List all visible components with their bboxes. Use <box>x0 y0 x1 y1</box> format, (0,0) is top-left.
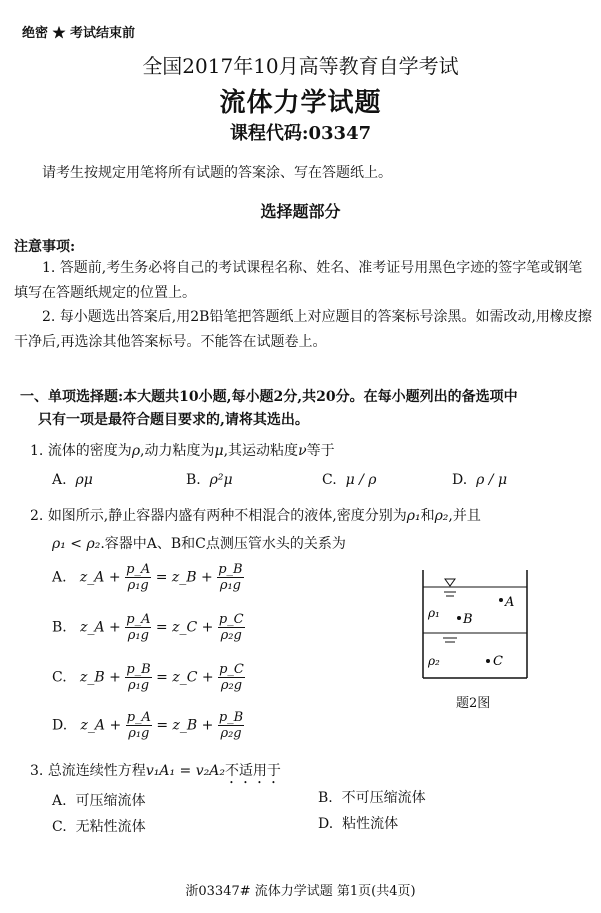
fraction: $\frac{p\_C}{\text{ρ₂g}}$ <box>218 612 244 643</box>
point-b-dot <box>457 616 461 620</box>
fraction: $\frac{p\_A}{\text{ρ₁g}}$ <box>126 562 151 593</box>
fraction: $\frac{p\_B}{\text{ρ₂g}}$ <box>218 710 244 741</box>
fraction: $\frac{p\_A}{\text{ρ₁g}}$ <box>126 710 151 741</box>
point-c-dot <box>486 659 490 663</box>
q3-option-c[interactable]: C. 无粘性流体 <box>52 819 146 835</box>
section-heading-line1: 一、单项选择题:本大题共10小题,每小题2分,共20分。在每小题列出的备选项中 <box>20 389 518 405</box>
instruction-text: 请考生按规定用笔将所有试题的答案涂、写在答题纸上。 <box>42 165 392 181</box>
question-2-line2: ρ₁ < ρ₂.容器中A、B和C点测压管水头的关系为 <box>52 536 346 552</box>
course-code: 课程代码:03347 <box>229 123 372 144</box>
exam-title: 全国2017年10月高等教育自学考试 <box>142 54 459 78</box>
q2-option-c[interactable]: C. z_B + $\frac{p\_B}{\text{ρ₁g}}$ = z_C + $\frac{p\_C}{\text{ρ₂g}}$ <box>52 662 244 693</box>
q1-option-c[interactable]: C. μ / ρ <box>322 472 377 488</box>
q3-option-b[interactable]: B. 不可压缩流体 <box>318 790 426 806</box>
q1-option-b[interactable]: B. ρ²μ <box>186 472 233 488</box>
point-b-label: B <box>463 612 473 627</box>
fraction: $\frac{p\_B}{\text{ρ₁g}}$ <box>126 662 151 693</box>
point-a-dot <box>499 598 503 602</box>
q2-option-a[interactable]: A. z_A + $\frac{p\_A}{\text{ρ₁g}}$ = z_B + $\frac{p\_B}{\text{ρ₁g}}$ <box>52 562 243 593</box>
page-footer: 浙03347# 流体力学试题 第1页(共4页) <box>185 884 416 899</box>
q1-option-a[interactable]: A. ρμ <box>52 472 93 488</box>
q3-option-a[interactable]: A. 可压缩流体 <box>52 793 146 809</box>
note-item-1: 1. 答题前,考生务必将自己的考试课程名称、姓名、准考证号用黑色字迹的签字笔或钢笔填写在答题纸规定的位置上。 <box>14 260 583 301</box>
fraction: $\frac{p\_A}{\text{ρ₁g}}$ <box>126 612 151 643</box>
note-item-2: 2. 每小题选出答案后,用2B铅笔把答题纸上对应题目的答案标号涂黑。如需改动,用橡皮擦干净后,再选涂其他答案标号。不能答在试题卷上。 <box>14 309 592 350</box>
subject-title: 流体力学试题 <box>219 88 382 118</box>
point-a-label: A <box>505 595 515 610</box>
section-heading <box>20 386 590 432</box>
q1-option-d[interactable]: D. ρ / μ <box>452 472 508 488</box>
rho1-label: ρ₁ <box>428 606 440 620</box>
section-heading-line2: 只有一项是最符合题目要求的,请将其选出。 <box>38 412 309 428</box>
confidential-label: 绝密 ★ 考试结束前 <box>22 26 136 41</box>
rho2-label: ρ₂ <box>428 654 440 668</box>
free-surface-triangle-icon <box>445 579 455 586</box>
question-1: 1. 流体的密度为ρ,动力粘度为μ,其运动粘度ν等于 <box>30 443 335 459</box>
question-number: 1. <box>30 443 44 459</box>
question-2: 2. 如图所示,静止容器内盛有两种不相混合的液体,密度分别为ρ₁和ρ₂,并且 <box>30 508 481 524</box>
q2-option-b[interactable]: B. z_A + $\frac{p\_A}{\text{ρ₁g}}$ = z_C + $\frac{p\_C}{\text{ρ₂g}}$ <box>52 612 244 643</box>
q2-option-d[interactable]: D. z_A + $\frac{p\_A}{\text{ρ₁g}}$ = z_B + $\frac{p\_B}{\text{ρ₂g}}$ <box>52 710 244 741</box>
container-figure <box>415 565 535 685</box>
part-title: 选择题部分 <box>260 202 341 221</box>
q3-option-d[interactable]: D. 粘性流体 <box>318 816 399 832</box>
notes-heading: 注意事项: <box>14 239 76 255</box>
fraction: $\frac{p\_C}{\text{ρ₂g}}$ <box>219 662 244 693</box>
question-3: 3. 总流连续性方程v₁A₁ = v₂A₂不适用于 <box>30 763 281 779</box>
fraction: $\frac{p\_B}{\text{ρ₁g}}$ <box>218 562 243 593</box>
point-c-label: C <box>493 654 503 669</box>
figure-caption: 题2图 <box>456 696 491 711</box>
